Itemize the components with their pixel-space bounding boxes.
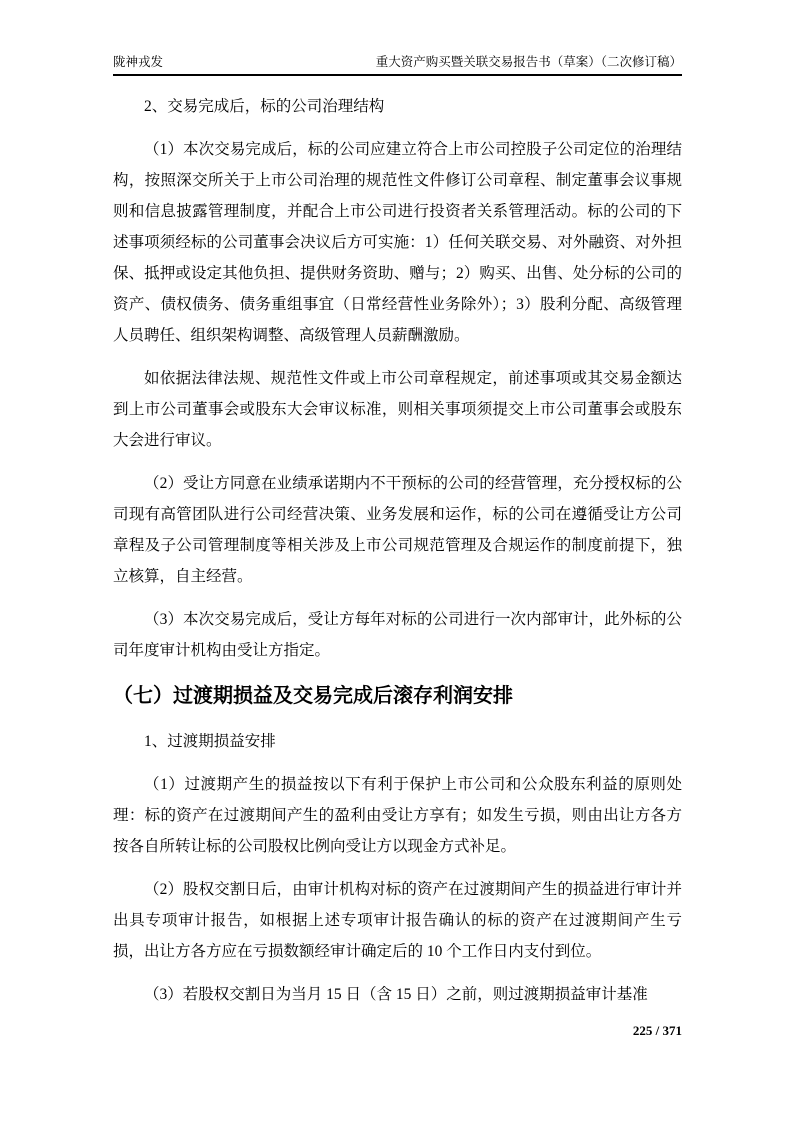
header-document-title: 重大资产购买暨关联交易报告书（草案）（二次修订稿）: [375, 55, 682, 69]
header-company-name: 陇神戎发: [113, 55, 164, 69]
paragraph: （1）本次交易完成后，标的公司应建立符合上市公司控股子公司定位的治理结构，按照深交所关于上市公司治理的规范性文件修订公司章程、制定董事会议事规则和信息披露管理制度，并配合上市公司进行投资者关系管理活动。标的公司的下述事项须经标的公司董事会决议后方可实施：1）任何关联交易、对外融资、对外担保、抵押或设定其他负担、提供财务资助、赠与；2）购买、出售、处分标的公司的资产、债权债务、债务重组事宜（日常经营性业务除外）；3）股利分配、高级管理人员聘任、组织架构调整、高级管理人员薪酬激励。: [113, 141, 682, 344]
paragraph: （2）受让方同意在业绩承诺期内不干预标的公司的经营管理，充分授权标的公司现有高管团队进行公司经营决策、业务发展和运作，标的公司在遵循受让方公司章程及子公司管理制度等相关涉及上市公司规范管理及合规运作的制度前提下，独立核算，自主经营。: [113, 475, 682, 585]
page-footer: [633, 1023, 682, 1039]
paragraph: 如依据法律法规、规范性文件或上市公司章程规定，前述事项或其交易金额达到上市公司董事会或股东大会审议标准，则相关事项须提交上市公司董事会或股东大会进行审议。: [113, 370, 682, 449]
page-number: 225 / 371: [632, 1023, 682, 1038]
section-heading: （七）过渡期损益及交易完成后滚存利润安排: [113, 685, 513, 707]
subsection-title: 2、交易完成后，标的公司治理结构: [144, 98, 385, 115]
paragraph: （3）若股权交割日为当月 15 日（含 15 日）之前，则过渡期损益审计基准: [144, 986, 648, 1003]
paragraph: （1）过渡期产生的损益按以下有利于保护上市公司和公众股东利益的原则处理：标的资产在过渡期间产生的盈利由受让方享有；如发生亏损，则由出让方各方按各自所转让标的公司股权比例向受让方以现金方式补足。: [113, 776, 682, 855]
page-header: [113, 0, 682, 76]
paragraph: （2）股权交割日后，由审计机构对标的资产在过渡期间产生的损益进行审计并出具专项审计报告，如根据上述专项审计报告确认的标的资产在过渡期间产生亏损，出让方各方应在亏损数额经审计确定后的 10 个工作日内支付到位。: [113, 881, 682, 960]
subsection-title: 1、过渡期损益安排: [144, 733, 276, 750]
document-body: [113, 76, 682, 1010]
paragraph: （3）本次交易完成后，受让方每年对标的公司进行一次内部审计，此外标的公司年度审计机构由受让方指定。: [113, 611, 682, 659]
